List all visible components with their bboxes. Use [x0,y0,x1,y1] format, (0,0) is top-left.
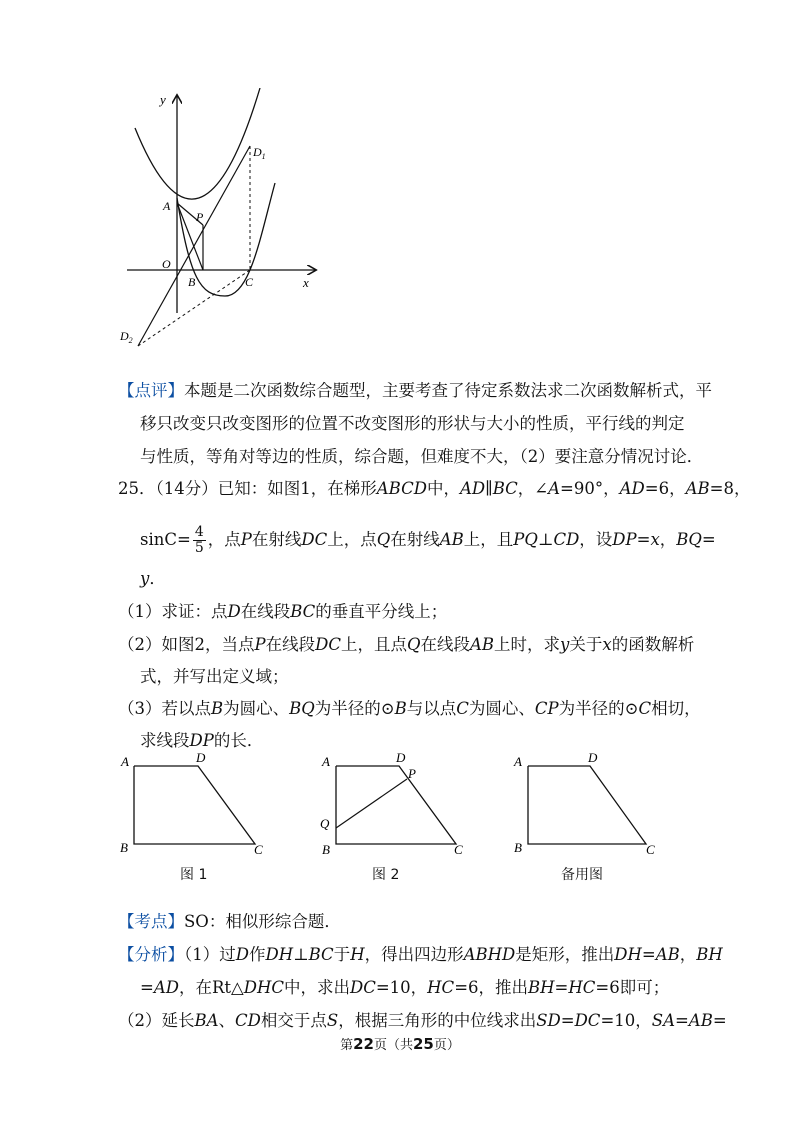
label-P: P [196,210,204,224]
label-C: C [245,275,254,289]
segment-QP [336,779,407,828]
kaodian-tag: 【考点】 [118,912,184,931]
dianping-tag: 【点评】 [118,381,184,400]
trapezoid-fig1 [134,766,255,844]
fig2-label-P: P [408,766,416,781]
fig1-label-C: C [254,842,263,857]
fraction-4-5: $\frac{4}{5}$ [194,524,204,556]
label-D1: $D_1$ [253,145,266,161]
fig2-caption: 图 2 [372,867,400,883]
page-footer: 第22页（共25页） [340,1035,460,1053]
label-A: A [163,199,171,213]
dianping-line1: 【点评】本题是二次函数综合题型，主要考查了待定系数法求二次函数解析式，平 [118,381,712,400]
problem-line1: 25．（14分）已知：如图1，在梯形ABCD中，AD∥BC，∠A=90°，AD=6，AB=8， [118,479,751,498]
figure-3 [508,752,668,862]
kaodian-line: 【考点】SO：相似形综合题． [118,912,341,931]
figure-1 [118,752,278,862]
fig1-label-D: D [196,752,206,765]
label-O: O [162,257,171,271]
problem-line3: y． [140,569,166,588]
trapezoid-fig2 [336,766,456,844]
fig1-caption: 图 1 [180,867,208,883]
fig2-label-B: B [322,842,330,857]
fig3-label-D: D [588,752,598,765]
fig2-label-A: A [322,754,330,769]
sub-question-2-line2: 式，并写出定义域； [140,667,289,686]
sub-question-1: （1）求证：点D在线段BC的垂直平分线上； [118,602,448,621]
fig1-label-B: B [120,840,128,855]
fenxi-line3: （2）延长BA、CD相交于点S，根据三角形的中位线求出SD=DC=10，SA=AB= [118,1011,727,1030]
figure-2 [312,752,472,862]
fig3-label-B: B [514,840,522,855]
dianping-line2: 移只改变只改变图形的位置不改变图形的形状与大小的性质，平行线的判定 [140,414,685,433]
fenxi-tag: 【分析】 [118,945,184,964]
problem-line2: sinC= $\frac{4}{5}$ ，点P在射线DC上，点Q在射线AB上，且PQ⊥CD，设DP=x，BQ= [140,524,716,556]
fig2-label-D: D [396,752,406,765]
parabola-1 [135,88,260,199]
fenxi-line1: 【分析】（1）过D作DH⊥BC于H，得出四边形ABHD是矩形，推出DH=AB，BH [118,945,723,964]
label-x: x [303,275,309,290]
line-D2-D1 [138,146,250,346]
label-D2: $D_2$ [120,329,133,345]
sub-question-2: （2）如图2，当点P在线段DC上，且点Q在线段AB上时，求y关于x的函数解析 [118,635,695,654]
dianping-line3: 与性质，等角对等边的性质，综合题，但难度不大，（2）要注意分情况讨论． [140,447,704,466]
fig1-label-A: A [121,754,129,769]
fig3-label-A: A [514,754,522,769]
sub-question-3: （3）若以点B为圆心、BQ为半径的⊙B与以点C为圆心、CP为半径的⊙C相切， [118,699,701,718]
label-B: B [188,275,196,289]
fig3-caption: 备用图 [561,867,603,883]
parabola-graph [110,88,330,353]
fig2-label-Q: Q [320,816,330,831]
fenxi-line2: =AD，在Rt△DHC中，求出DC=10，HC=6，推出BH=HC=6即可； [140,978,670,997]
fig2-label-C: C [454,842,463,857]
sub-question-3-line2: 求线段DP的长． [140,731,264,750]
trapezoid-fig3 [528,766,646,844]
label-y: y [160,92,166,107]
fig3-label-C: C [646,842,655,857]
